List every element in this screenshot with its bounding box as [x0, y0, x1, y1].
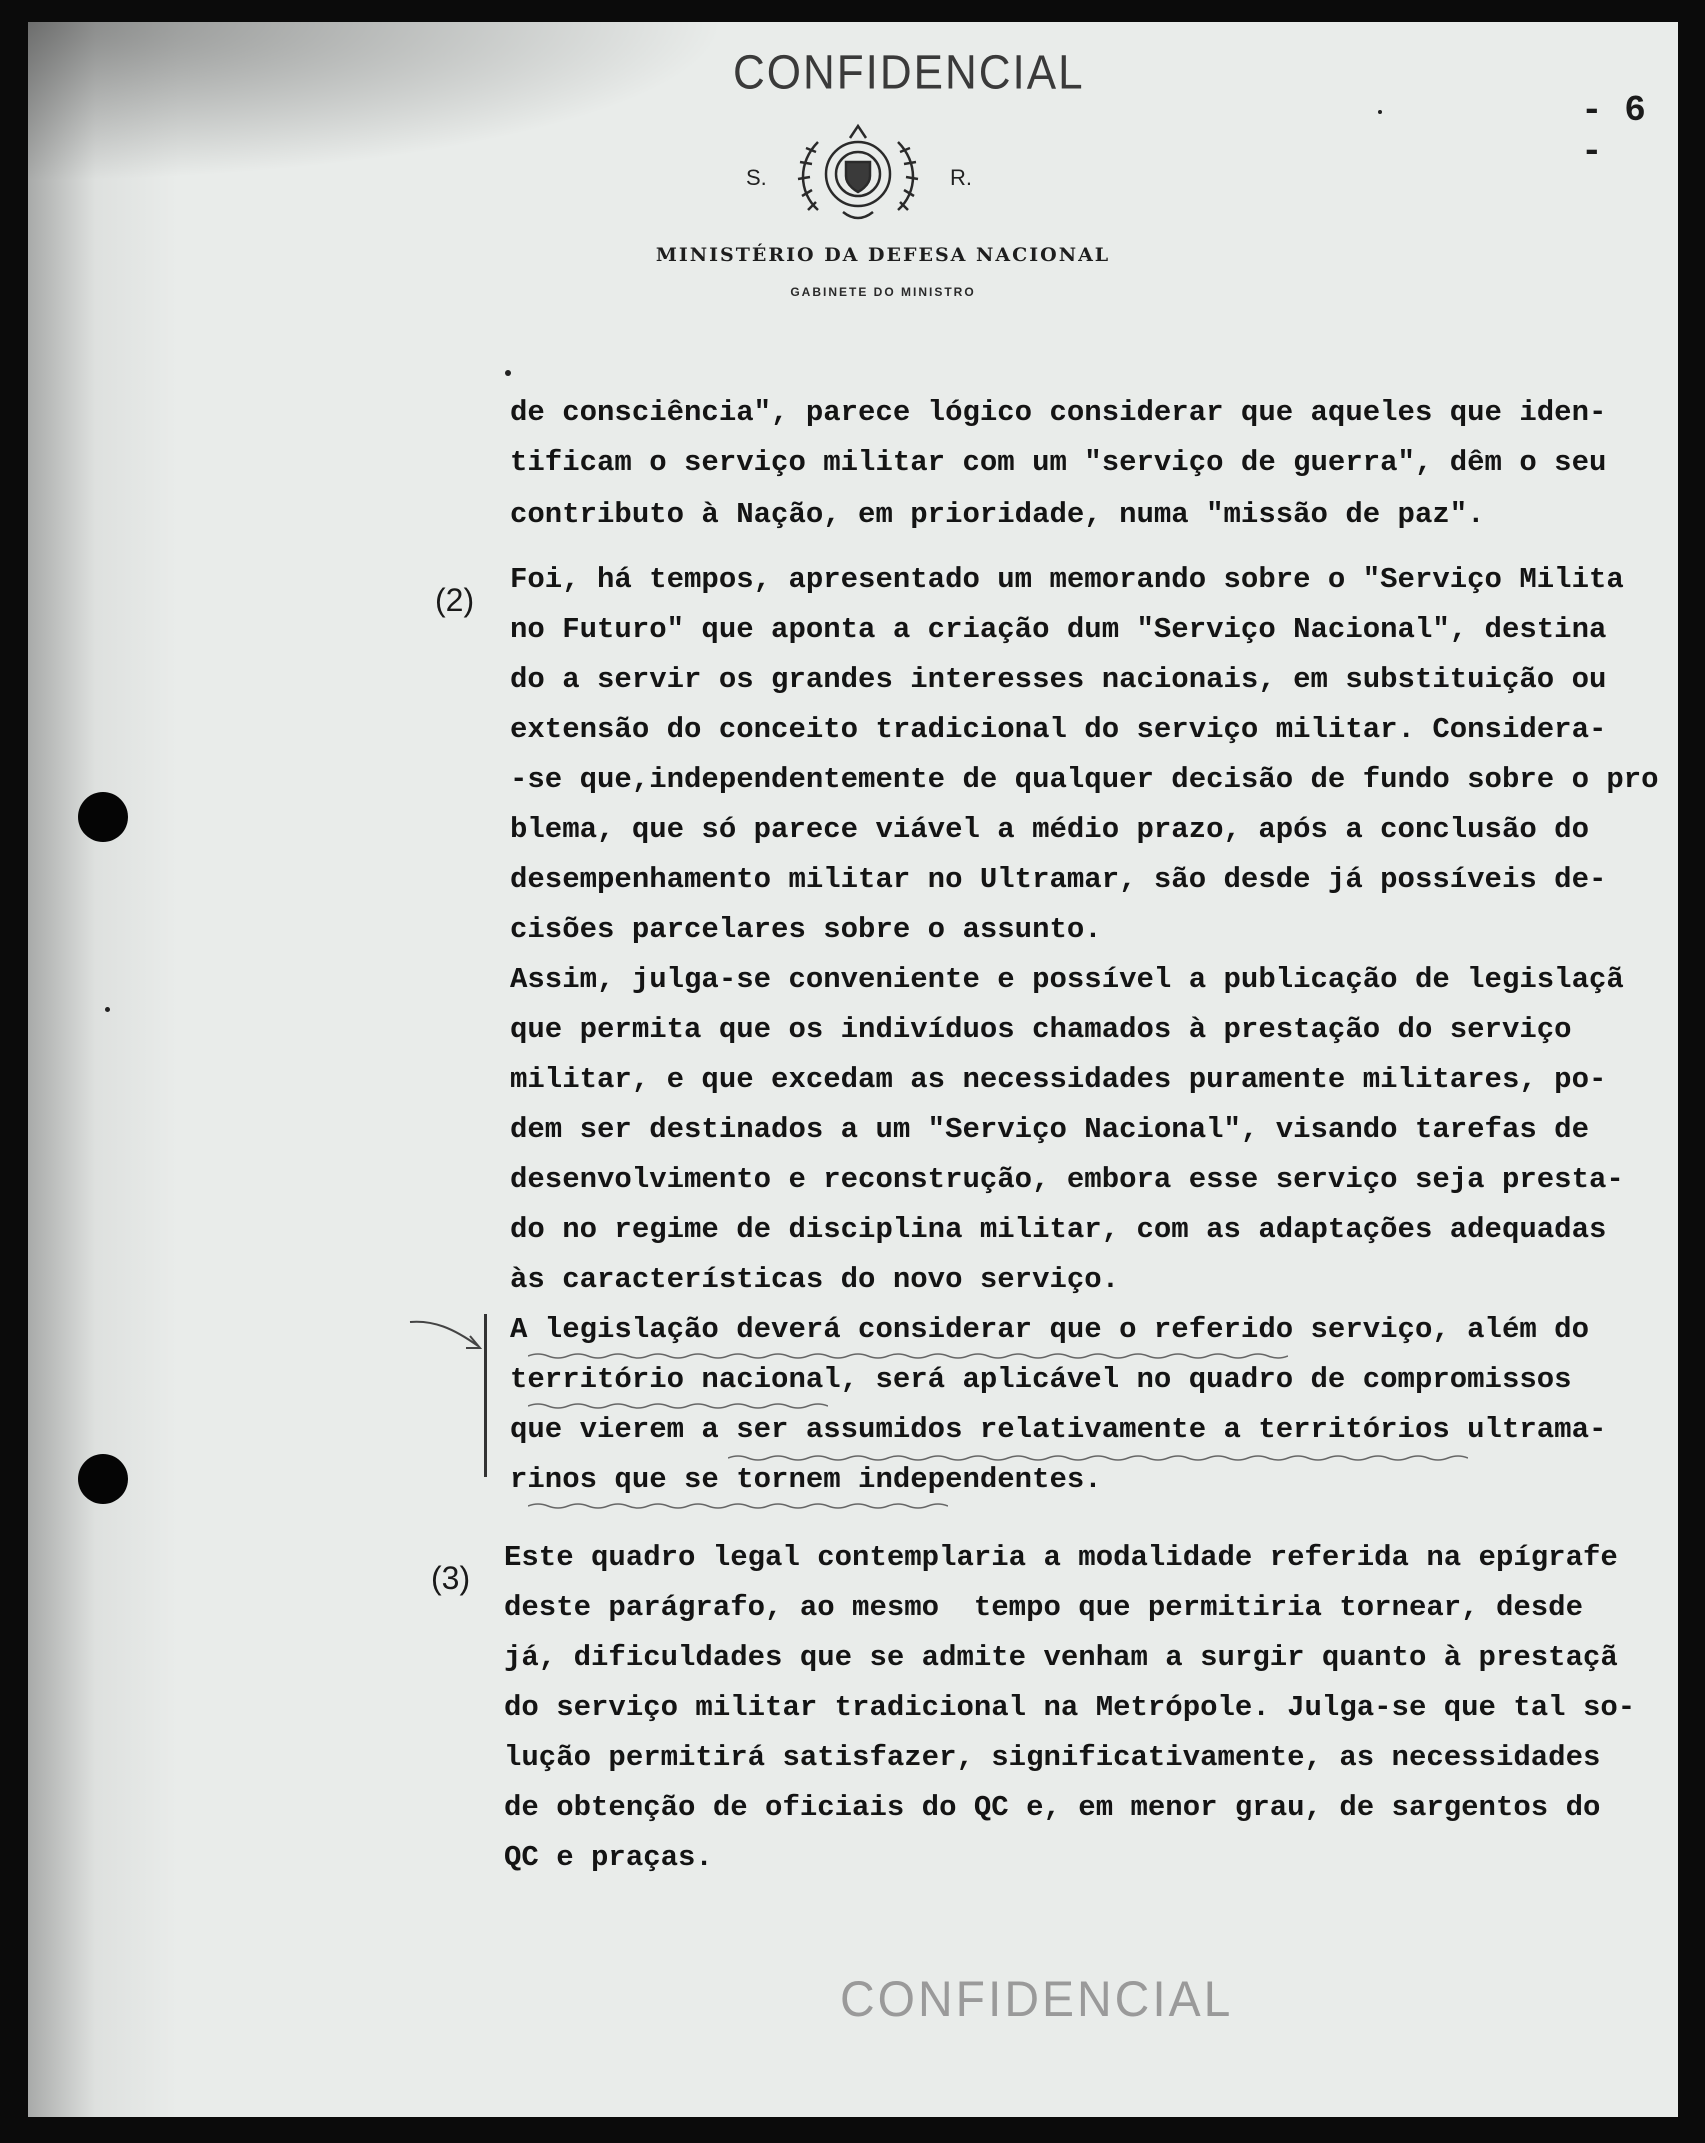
text-line: A legislação deverá considerar que o referido serviço, além do [510, 1313, 1589, 1346]
classification-stamp-bottom: CONFIDENCIAL [840, 1971, 1234, 2028]
text-line: cisões parcelares sobre o assunto. [510, 913, 1102, 946]
paragraph-number: (3) [431, 1560, 471, 1596]
text-line: Assim, julga-se conveniente e possível a publicação de legislaçã [510, 963, 1624, 996]
text-line: de consciência", parece lógico considerar que aqueles que iden- [510, 396, 1607, 429]
document-body [28, 22, 1678, 2117]
ministry-heading: MINISTÉRIO DA DEFESA NACIONAL [655, 244, 1111, 266]
text-line: território nacional, será aplicável no quadro de compromissos [510, 1363, 1572, 1396]
text-line: desenvolvimento e reconstrução, embora esse serviço seja presta- [510, 1163, 1624, 1196]
text-line: do a servir os grandes interesses nacionais, em substituição ou [510, 663, 1607, 696]
handwritten-underline [528, 1402, 828, 1410]
text-line: do serviço militar tradicional na Metrópole. Julga-se que tal so- [504, 1691, 1636, 1724]
text-line: já, dificuldades que se admite venham a surgir quanto à prestaçã [504, 1641, 1618, 1674]
margin-arrow-icon [408, 1312, 488, 1362]
text-line: às características do novo serviço. [510, 1263, 1120, 1296]
office-subheading: GABINETE DO MINISTRO [790, 285, 976, 299]
text-line: que vierem a ser assumidos relativamente a territórios ultrama- [510, 1413, 1607, 1446]
text-line: deste parágrafo, ao mesmo tempo que permitiria tornear, desde [504, 1591, 1583, 1624]
text-line: no Futuro" que aponta a criação dum "Serviço Nacional", destina [510, 613, 1607, 646]
text-line: blema, que só parece viável a médio prazo, após a conclusão do [510, 813, 1589, 846]
handwritten-underline [528, 1502, 948, 1510]
text-line: rinos que se tornem independentes. [510, 1463, 1102, 1496]
handwritten-underline [728, 1454, 1468, 1462]
handwritten-underline [528, 1352, 1288, 1360]
classification-stamp-top: CONFIDENCIAL [733, 45, 1085, 100]
text-line: de obtenção de oficiais do QC e, em menor grau, de sargentos do [504, 1791, 1601, 1824]
text-line: Este quadro legal contemplaria a modalidade referida na epígrafe [504, 1541, 1618, 1574]
text-line: tificam o serviço militar com um "serviço de guerra", dêm o seu [510, 446, 1607, 479]
text-line: extensão do conceito tradicional do serviço militar. Considera- [510, 713, 1607, 746]
text-line: que permita que os indivíduos chamados à prestação do serviço [510, 1013, 1572, 1046]
text-line: contributo à Nação, em prioridade, numa "missão de paz". [510, 498, 1485, 531]
page-number: - 6 - [1581, 90, 1646, 172]
text-line: dem ser destinados a um "Serviço Nacional", visando tarefas de [510, 1113, 1589, 1146]
text-line: Foi, há tempos, apresentado um memorando sobre o "Serviço Milita [510, 563, 1624, 596]
text-line: QC e praças. [504, 1841, 713, 1874]
paragraph-number: (2) [435, 582, 475, 618]
text-line: do no regime de disciplina militar, com as adaptações adequadas [510, 1213, 1607, 1246]
seal-left-letter: S. [746, 165, 767, 190]
document-page [28, 22, 1678, 2117]
text-line: desempenhamento militar no Ultramar, são desde já possíveis de- [510, 863, 1607, 896]
seal-right-letter: R. [950, 165, 972, 190]
margin-bracket [484, 1314, 487, 1477]
text-line: -se que,independentemente de qualquer decisão de fundo sobre o pro [510, 763, 1659, 796]
text-line: militar, e que excedam as necessidades puramente militares, po- [510, 1063, 1607, 1096]
text-line: lução permitirá satisfazer, significativamente, as necessidades [504, 1741, 1601, 1774]
